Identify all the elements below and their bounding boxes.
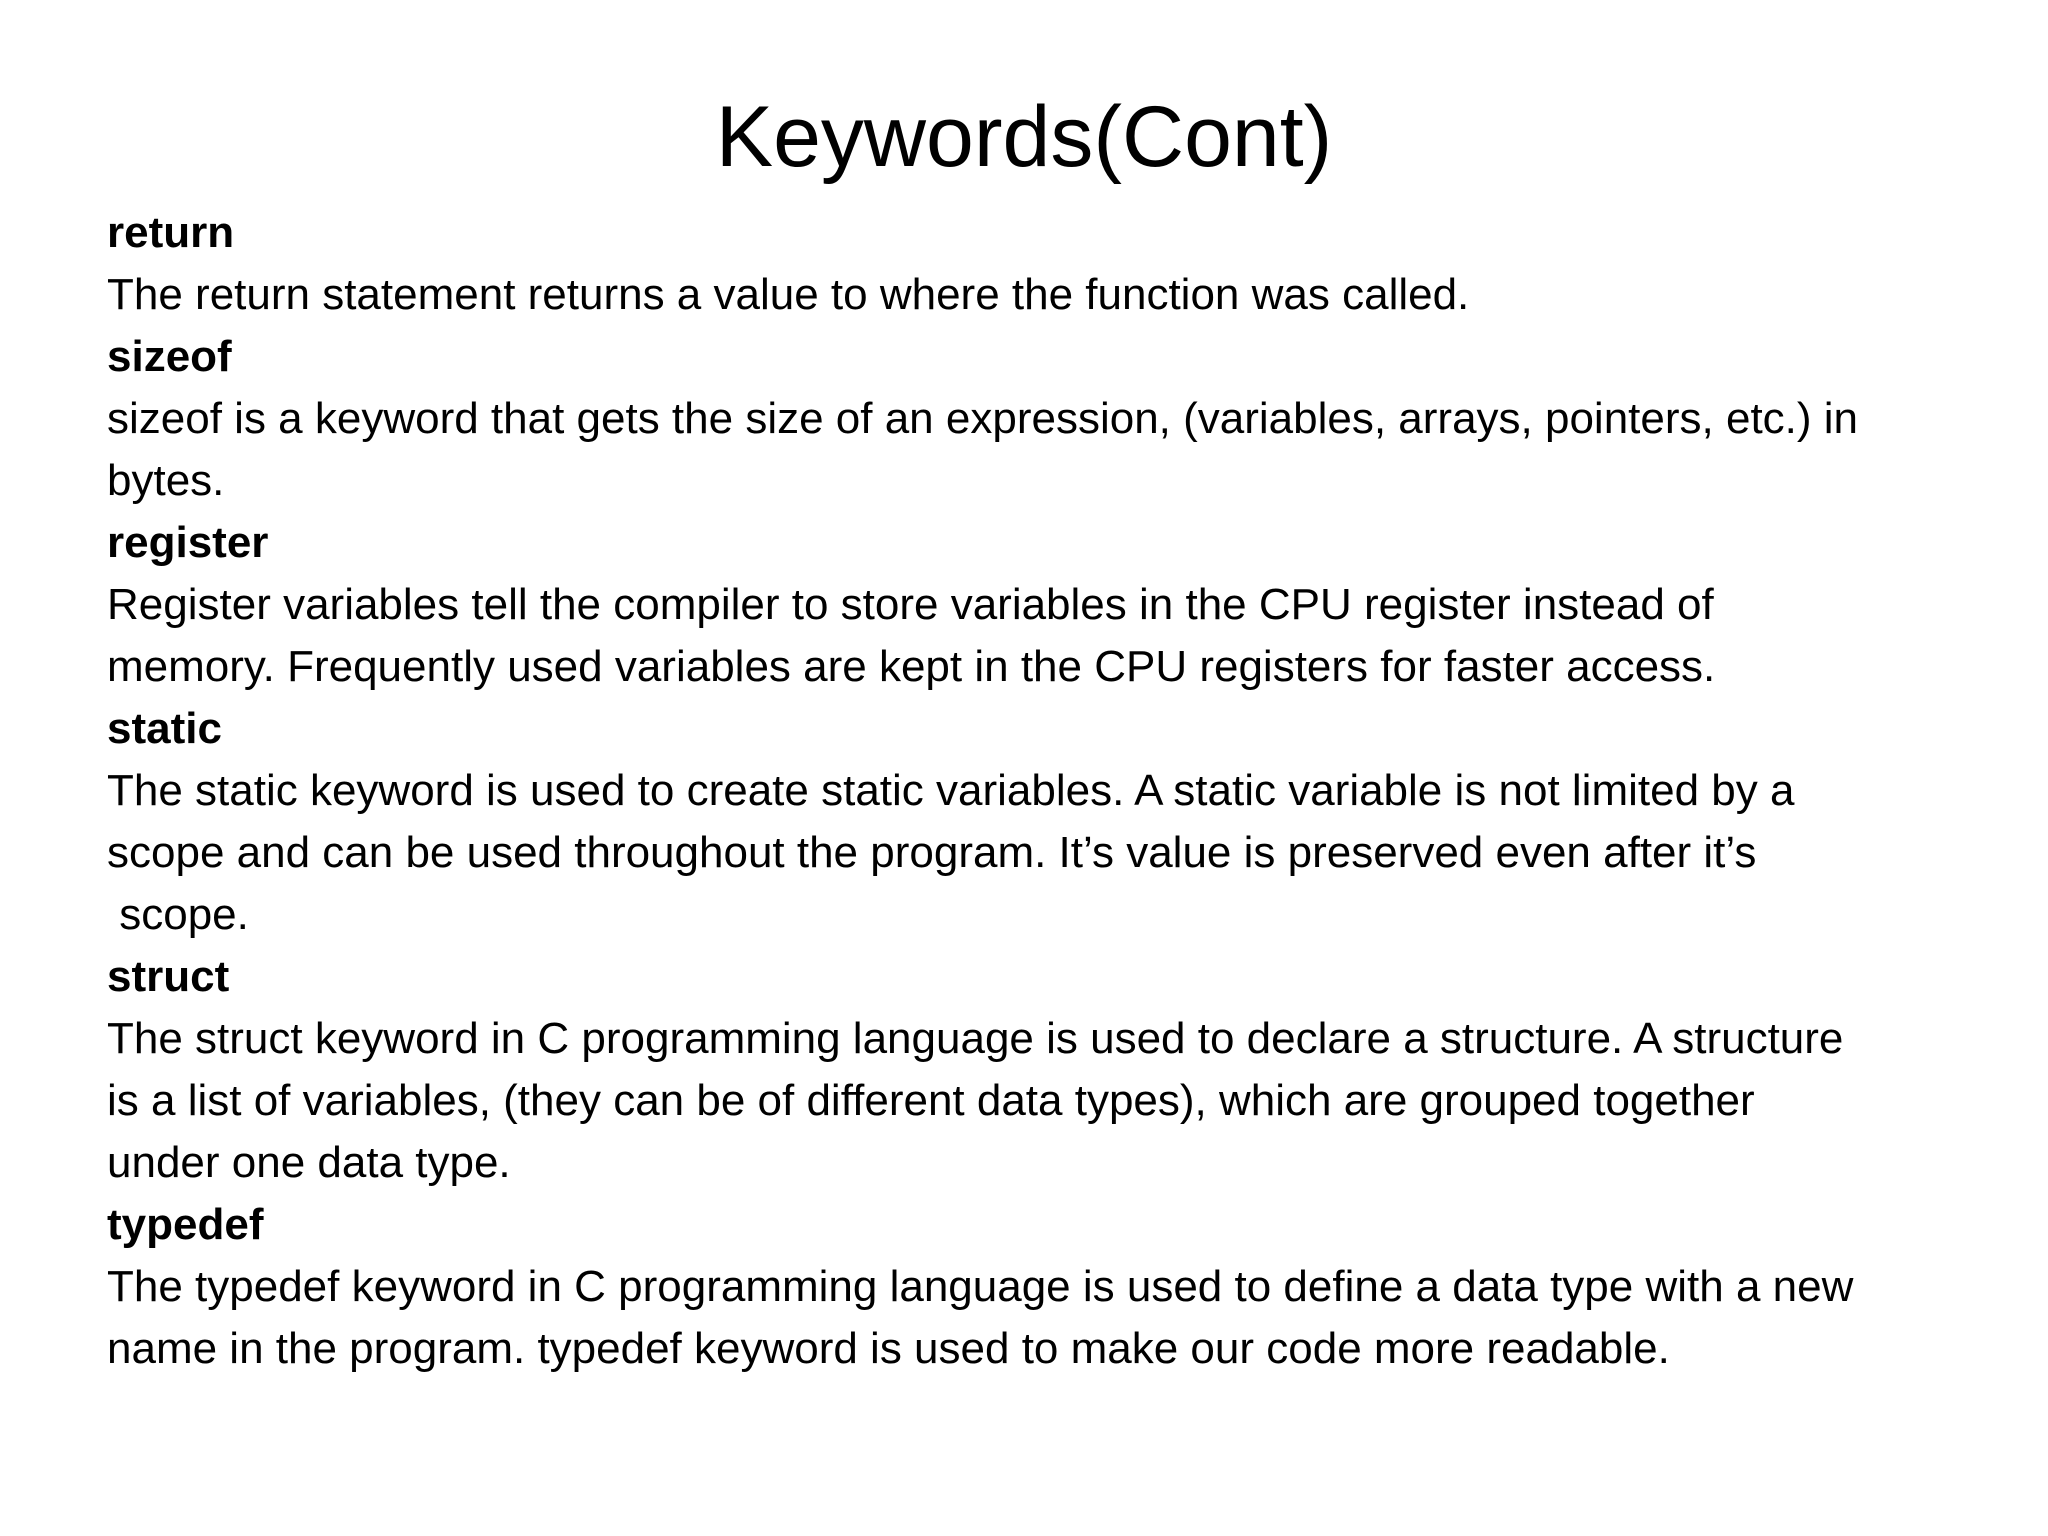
- keyword-entry-register: [107, 512, 2007, 698]
- keyword-entry-struct: [107, 946, 2007, 1194]
- keyword-description: [107, 388, 2007, 512]
- keyword-description: [107, 1256, 2007, 1380]
- keyword-description: [107, 760, 2007, 946]
- keyword-entry-return: [107, 202, 2007, 326]
- description-line: scope and can be used throughout the program. It’s value is preserved even after it’s: [107, 828, 1757, 877]
- slide-title: Keywords(Cont): [715, 89, 1333, 185]
- keyword-term: struct: [107, 952, 230, 1001]
- keyword-entry-static: [107, 698, 2007, 946]
- keyword-term: sizeof: [107, 332, 232, 381]
- keyword-entry-typedef: [107, 1194, 2007, 1380]
- keyword-term: typedef: [107, 1200, 264, 1249]
- description-line: The typedef keyword in C programming language is used to define a data type with a new: [107, 1262, 1854, 1311]
- description-line: Register variables tell the compiler to store variables in the CPU register instead of: [107, 580, 1714, 629]
- description-line: is a list of variables, (they can be of different data types), which are grouped together: [107, 1076, 1755, 1125]
- keyword-list: [107, 202, 2007, 1380]
- keyword-description: [107, 264, 2007, 326]
- keyword-description: [107, 1008, 2007, 1194]
- description-line: under one data type.: [107, 1138, 511, 1187]
- keyword-term: static: [107, 704, 222, 753]
- description-line: scope.: [107, 890, 249, 939]
- keyword-term: register: [107, 518, 269, 567]
- description-line: memory. Frequently used variables are kept in the CPU registers for faster access.: [107, 642, 1716, 691]
- keyword-entry-sizeof: [107, 326, 2007, 512]
- description-line: The return statement returns a value to where the function was called.: [107, 270, 1470, 319]
- keyword-term: return: [107, 208, 235, 257]
- keyword-description: [107, 574, 2007, 698]
- description-line: The static keyword is used to create static variables. A static variable is not limited by a: [107, 766, 1795, 815]
- description-line: name in the program. typedef keyword is used to make our code more readable.: [107, 1324, 1670, 1373]
- description-line: bytes.: [107, 456, 225, 505]
- description-line: sizeof is a keyword that gets the size of an expression, (variables, arrays, pointers, etc.) in: [107, 394, 1859, 443]
- description-line: The struct keyword in C programming language is used to declare a structure. A structure: [107, 1014, 1844, 1063]
